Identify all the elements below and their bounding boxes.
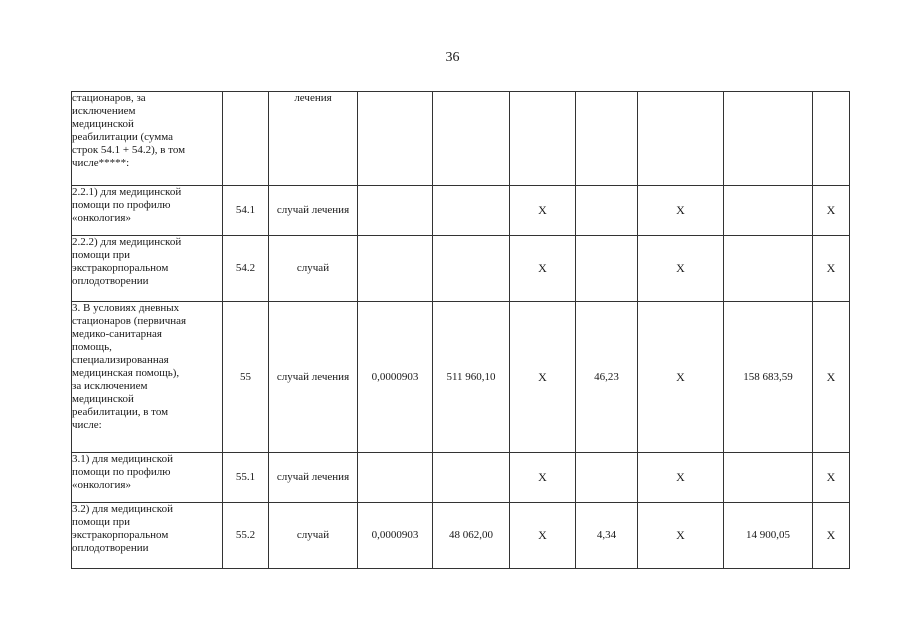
name-line: медицинской (72, 393, 134, 405)
cost-cell: 511 960,10 (433, 302, 510, 453)
x-cell: X (638, 236, 724, 302)
total-cell (724, 453, 813, 503)
rate-cell (358, 186, 433, 236)
per-capita-cell (576, 186, 638, 236)
cost-cell (433, 92, 510, 186)
x-cell: X (510, 186, 576, 236)
name-line: медико-санитарная (72, 328, 162, 340)
x-cell: X (813, 302, 850, 453)
name-line: 3. В условиях дневных (72, 302, 180, 314)
page-number: 36 (445, 50, 460, 65)
cost-cell (433, 453, 510, 503)
name-line: 3.1) для медицинской (72, 453, 173, 465)
name-line: оплодотворении (72, 542, 149, 554)
name-line: медицинской (72, 118, 134, 130)
rate-cell (358, 453, 433, 503)
row-name-cell (72, 503, 223, 569)
cost-cell (433, 186, 510, 236)
x-cell: X (510, 453, 576, 503)
x-cell (813, 92, 850, 186)
name-line: помощи по профилю (72, 466, 171, 478)
name-line: помощь, (72, 341, 112, 353)
unit-cell: случай лечения (269, 186, 358, 236)
row-code-cell: 55 (223, 302, 269, 453)
name-line: «онкология» (72, 479, 131, 491)
name-line: медицинская помощь), (72, 367, 180, 379)
table-row (72, 302, 850, 453)
name-line: помощи при (72, 249, 131, 261)
per-capita-cell (576, 236, 638, 302)
row-code-cell: 55.1 (223, 453, 269, 503)
cost-cell: 48 062,00 (433, 503, 510, 569)
table-row (72, 236, 850, 302)
x-cell (638, 92, 724, 186)
unit-cell: случай лечения (269, 453, 358, 503)
x-cell: X (813, 503, 850, 569)
name-line: экстракорпоральном (72, 529, 169, 541)
per-capita-cell (576, 453, 638, 503)
name-line: 3.2) для медицинской (72, 503, 173, 515)
rate-cell: 0,0000903 (358, 302, 433, 453)
table-row (72, 453, 850, 503)
x-cell: X (510, 236, 576, 302)
unit-cell: случай лечения (269, 302, 358, 453)
row-code-cell: 54.1 (223, 186, 269, 236)
per-capita-cell: 46,23 (576, 302, 638, 453)
total-cell (724, 92, 813, 186)
total-cell (724, 186, 813, 236)
name-line: экстракорпоральном (72, 262, 169, 274)
name-line: 2.2.2) для медицинской (72, 236, 182, 248)
total-cell: 14 900,05 (724, 503, 813, 569)
x-cell: X (638, 186, 724, 236)
name-line: за исключением (72, 380, 148, 392)
name-line: числе: (72, 419, 102, 431)
name-line: «онкология» (72, 212, 131, 224)
x-cell: X (813, 453, 850, 503)
name-line: строк 54.1 + 54.2), в том (72, 144, 186, 156)
row-name-cell (72, 92, 223, 186)
row-code-cell: 55.2 (223, 503, 269, 569)
x-cell (510, 92, 576, 186)
financing-table (71, 91, 850, 569)
name-line: помощи при (72, 516, 131, 528)
name-line: оплодотворении (72, 275, 149, 287)
per-capita-cell: 4,34 (576, 503, 638, 569)
row-code-cell (223, 92, 269, 186)
table-row (72, 186, 850, 236)
total-cell (724, 236, 813, 302)
row-name-cell (72, 186, 223, 236)
x-cell: X (510, 302, 576, 453)
rate-cell (358, 92, 433, 186)
name-line: реабилитации, в том (72, 406, 169, 418)
table-row (72, 92, 850, 186)
name-line: реабилитации (сумма (72, 131, 173, 143)
x-cell: X (638, 302, 724, 453)
rate-cell (358, 236, 433, 302)
unit-cell: случай (269, 503, 358, 569)
name-line: исключением (72, 105, 136, 117)
name-line: специализированная (72, 354, 169, 366)
name-line: стационаров, за (72, 92, 146, 104)
row-code-cell: 54.2 (223, 236, 269, 302)
unit-cell: случай (269, 236, 358, 302)
x-cell: X (510, 503, 576, 569)
row-name-cell (72, 453, 223, 503)
table-row (72, 503, 850, 569)
per-capita-cell (576, 92, 638, 186)
total-cell: 158 683,59 (724, 302, 813, 453)
x-cell: X (813, 236, 850, 302)
name-line: 2.2.1) для медицинской (72, 186, 182, 198)
name-line: числе*****: (72, 157, 130, 169)
name-line: помощи по профилю (72, 199, 171, 211)
cost-cell (433, 236, 510, 302)
x-cell: X (638, 503, 724, 569)
rate-cell: 0,0000903 (358, 503, 433, 569)
unit-cell: лечения (269, 92, 358, 186)
name-line: стационаров (первичная (72, 315, 187, 327)
row-name-cell (72, 302, 223, 453)
x-cell: X (813, 186, 850, 236)
row-name-cell (72, 236, 223, 302)
x-cell: X (638, 453, 724, 503)
